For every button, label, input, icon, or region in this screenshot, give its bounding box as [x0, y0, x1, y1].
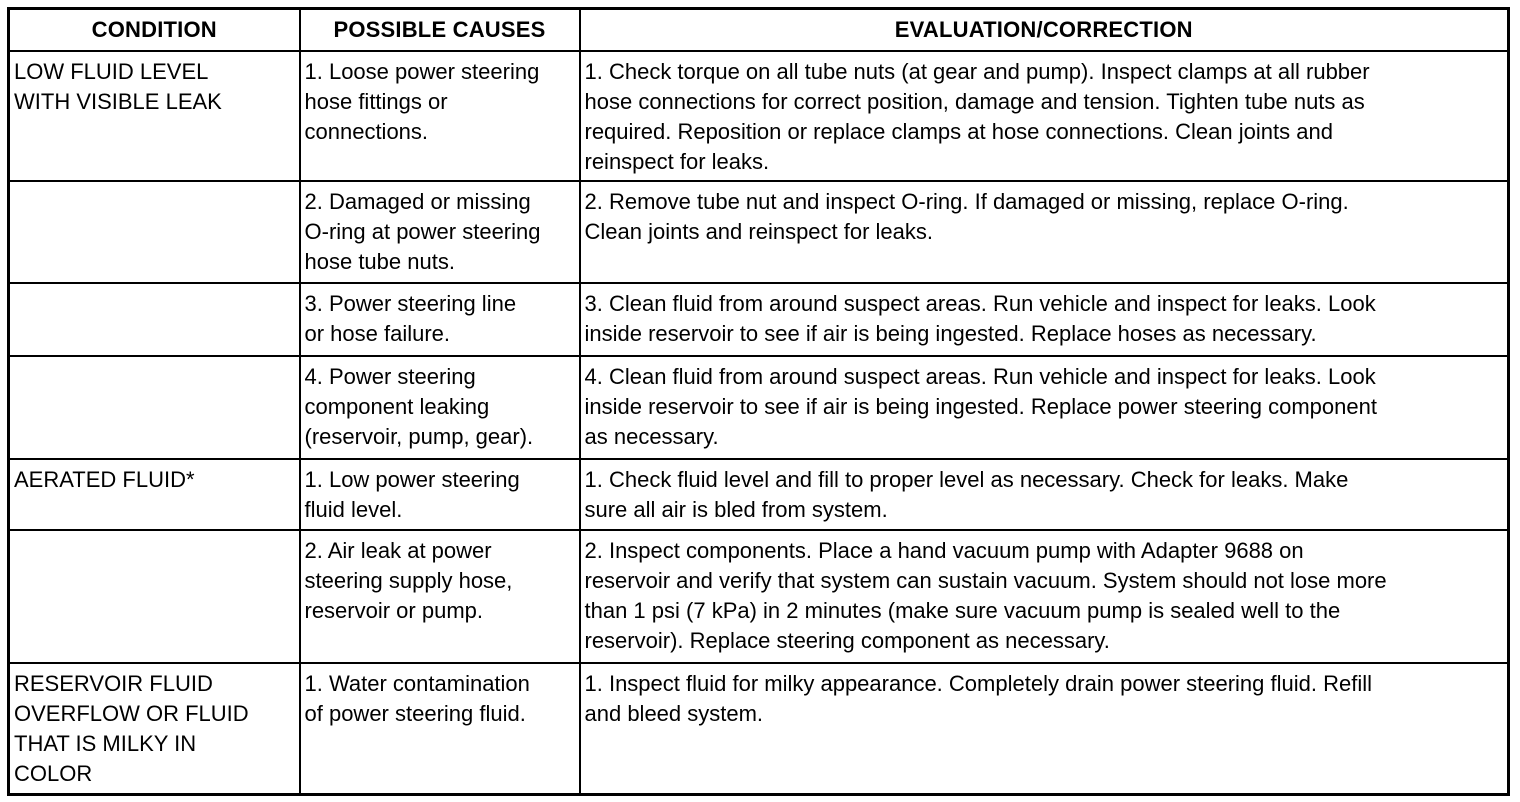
correction-text: 2. Inspect components. Place a hand vacuum pump with Adapter 9688 on reservoir and verify that system can sustain vacuum. System should not lose more than 1 psi (7 kPa) in 2 minutes (make sure vacuum pump is sealed well to the reservoir). Replace steering component as necessary. [584, 537, 1387, 653]
correction-cell [580, 530, 1509, 663]
cause-cell [300, 356, 580, 459]
table-row [9, 356, 1509, 459]
cause-text: 3. Power steering line or hose failure. [304, 291, 517, 347]
correction-text: 1. Check torque on all tube nuts (at gear and pump). Inspect clamps at all rubber hose connections for correct position, damage and tension. Tighten tube nuts as required. Reposition or replace clamps at hose connections. Clean joints and reinspect for leaks. [584, 59, 1370, 174]
cause-cell [300, 181, 580, 283]
condition-cell [9, 356, 300, 459]
condition-cell [9, 181, 300, 283]
correction-cell [580, 459, 1509, 530]
header-row [9, 9, 1509, 52]
cause-cell [300, 663, 580, 794]
correction-cell [580, 283, 1509, 355]
correction-cell [580, 356, 1509, 459]
table-row [9, 181, 1509, 283]
header-evaluation-correction: EVALUATION/CORRECTION [580, 9, 1509, 52]
correction-cell [580, 663, 1509, 794]
cause-text: 2. Air leak at power steering supply hose, reservoir or pump. [304, 537, 513, 623]
condition-cell [9, 459, 300, 530]
cause-text: 2. Damaged or missing O-ring at power steering hose tube nuts. [304, 189, 541, 275]
cause-text: 4. Power steering component leaking (reservoir, pump, gear). [304, 363, 534, 449]
condition-cell [9, 530, 300, 663]
table-row [9, 283, 1509, 355]
condition-text: AERATED FLUID* [14, 466, 195, 492]
correction-text: 1. Inspect fluid for milky appearance. Completely drain power steering fluid. Refill and bleed system. [584, 671, 1372, 727]
correction-cell [580, 181, 1509, 283]
cause-cell [300, 51, 580, 181]
header-possible-causes: POSSIBLE CAUSES [300, 9, 580, 52]
cause-cell [300, 459, 580, 530]
table-row [9, 51, 1509, 181]
table-row [9, 530, 1509, 663]
condition-cell [9, 663, 300, 794]
correction-text: 3. Clean fluid from around suspect areas. Run vehicle and inspect for leaks. Look inside reservoir to see if air is being ingested. Replace hoses as necessary. [584, 291, 1376, 347]
cause-cell [300, 283, 580, 355]
condition-cell [9, 51, 300, 181]
condition-cell [9, 283, 300, 355]
correction-text: 2. Remove tube nut and inspect O-ring. If damaged or missing, replace O-ring. Clean joints and reinspect for leaks. [584, 189, 1349, 245]
cause-text: 1. Low power steering fluid level. [304, 466, 520, 522]
cause-cell [300, 530, 580, 663]
condition-text: RESERVOIR FLUID OVERFLOW OR FLUID THAT IS MILKY IN COLOR [14, 671, 249, 787]
condition-text: LOW FLUID LEVEL WITH VISIBLE LEAK [14, 59, 222, 114]
diagnosis-table [7, 7, 1510, 796]
table-row [9, 663, 1509, 794]
table-row [9, 459, 1509, 530]
header-condition: CONDITION [9, 9, 300, 52]
correction-text: 4. Clean fluid from around suspect areas. Run vehicle and inspect for leaks. Look inside reservoir to see if air is being ingested. Replace power steering component as necessary. [584, 363, 1377, 449]
correction-cell [580, 51, 1509, 181]
cause-text: 1. Loose power steering hose fittings or connections. [304, 59, 540, 144]
cause-text: 1. Water contamination of power steering fluid. [304, 671, 530, 727]
correction-text: 1. Check fluid level and fill to proper level as necessary. Check for leaks. Make sure all air is bled from system. [584, 466, 1349, 522]
